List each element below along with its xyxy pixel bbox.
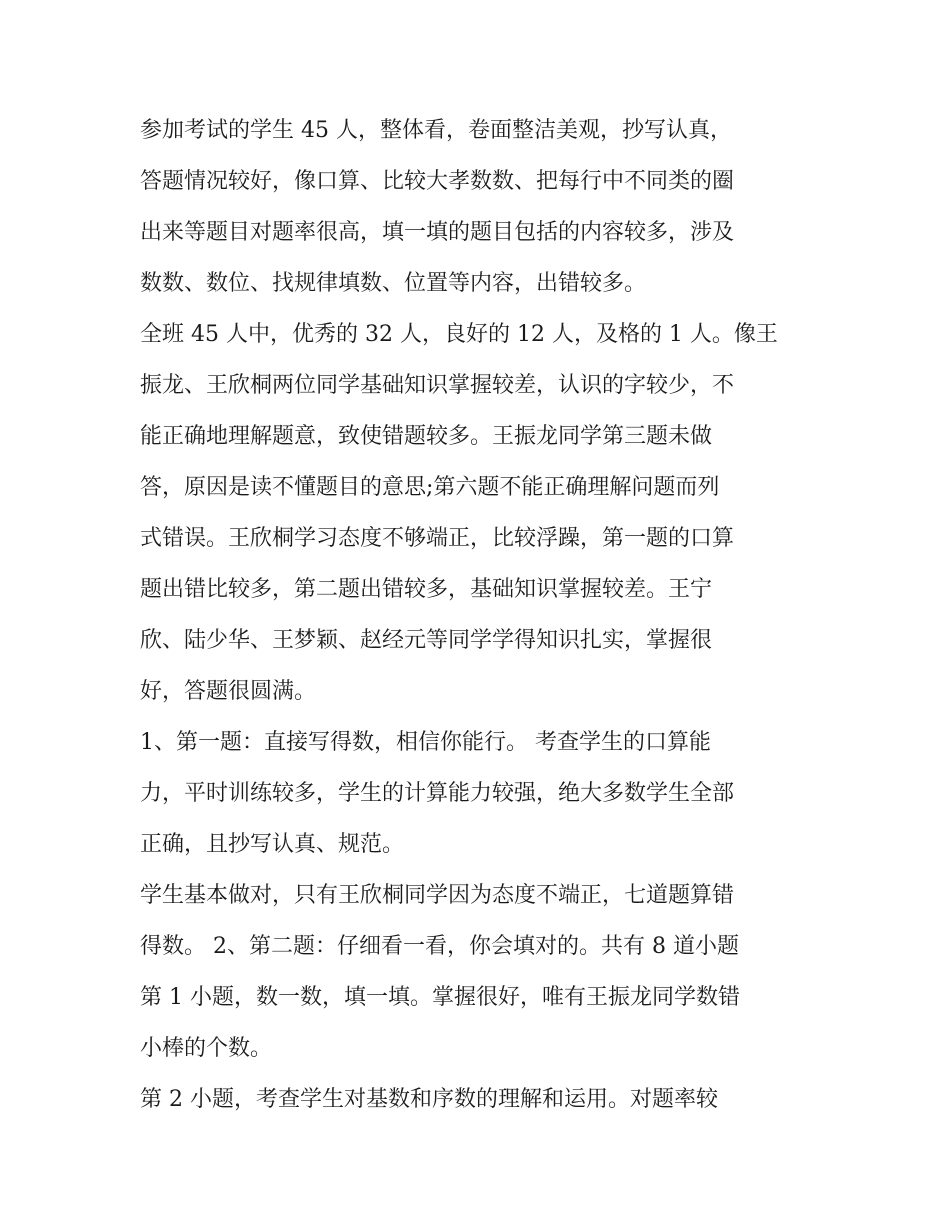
text-line: 题出错比较多，第二题出错较多，基础知识掌握较差。王宁: [140, 577, 713, 602]
text-line: 能正确地理解题意，致使错题较多。王振龙同学第三题未做: [140, 424, 713, 449]
document-body: [140, 112, 812, 1132]
text-line: 第 2 小题，考查学生对基数和序数的理解和运用。对题率较: [140, 1087, 718, 1112]
text-line: 学生基本做对，只有王欣桐同学因为态度不端正，七道题算错: [140, 883, 735, 908]
text-line: 全班 45 人中，优秀的 32 人，良好的 12 人，及格的 1 人。像王: [140, 322, 778, 347]
text-line: 1、第一题：直接写得数，相信你能行。 考查学生的口算能: [140, 730, 711, 755]
text-line: 欣、陆少华、王梦颖、赵经元等同学学得知识扎实，掌握很: [140, 628, 713, 653]
text-line: 式错误。王欣桐学习态度不够端正，比较浮躁，第一题的口算: [140, 526, 735, 551]
text-line: 小棒的个数。: [140, 1036, 273, 1061]
text-line: 得数。 2、第二题：仔细看一看，你会填对的。共有 8 道小题: [140, 934, 739, 959]
text-line: 正确，且抄写认真、规范。: [140, 832, 405, 857]
text-line: 答，原因是读不懂题目的意思;第六题不能正确理解问题而列: [140, 475, 720, 500]
text-line: 振龙、王欣桐两位同学基础知识掌握较差，认识的字较少，不: [140, 373, 735, 398]
text-line: 参加考试的学生 45 人，整体看，卷面整洁美观，抄写认真，: [140, 118, 732, 143]
text-line: 力，平时训练较多，学生的计算能力较强，绝大多数学生全部: [140, 781, 735, 806]
text-line: 答题情况较好，像口算、比较大孝数数、把每行中不同类的圈: [140, 169, 735, 194]
text-line: 第 1 小题，数一数，填一填。掌握很好，唯有王振龙同学数错: [140, 985, 740, 1010]
text-line: 数数、数位、找规律填数、位置等内容，出错较多。: [140, 271, 647, 296]
text-line: 出来等题目对题率很高，填一填的题目包括的内容较多，涉及: [140, 220, 735, 245]
text-line: 好，答题很圆满。: [140, 679, 317, 704]
